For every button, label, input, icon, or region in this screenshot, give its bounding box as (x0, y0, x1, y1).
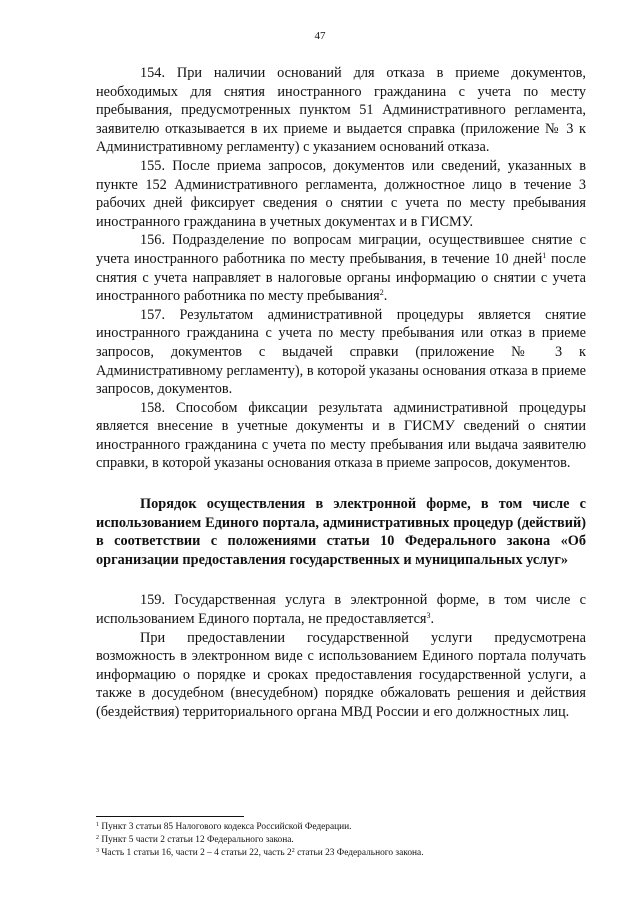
paragraph-157: 157. Результатом административной процедуры является снятие иностранного гражданина с учета по месту пребывания или отказ в приеме запросов, документов с выдачей справки (приложение № 3 к Административному регламенту), в которой указаны основания отказа в приеме запросов, документов. (96, 306, 586, 398)
paragraph-159 (96, 591, 586, 628)
paragraph-156-part3: . (383, 288, 388, 305)
footnote-text-tail: статьи 23 Федерального закона. (294, 848, 424, 858)
footnote-inner-superscript: 2 (291, 848, 295, 854)
footnote-mark: 2 (96, 835, 99, 841)
paragraph-155: 155. После приема запросов, документов или сведений, указанных в пункте 152 Административного регламента, должностное лицо в течение 3 рабочих дней фиксирует сведения о снятии с учета по месту пребывания иностранного гражданина в учетных документах и в ГИСМУ. (96, 157, 586, 230)
paragraph-160: При предоставлении государственной услуги предусмотрена возможность в электронном виде с использованием Единого портала получать информацию о порядке и сроках предоставления государственной услуги, а также в досудебном (внесудебном) порядке обжаловать решения и действия (бездействия) территориального органа МВД России и его должностных лиц. (96, 629, 586, 720)
footnote-3 (96, 847, 586, 860)
document-body (96, 64, 586, 722)
paragraph-156 (96, 231, 586, 305)
paragraph-159-text: 159. Государственная услуга в электронной форме, в том числе с использованием Единого портала, не предоставляется (96, 592, 586, 628)
paragraph-156-part1: 156. Подразделение по вопросам миграции, осуществившее снятие с учета иностранного работника по месту пребывания, в течение 10 дней (96, 232, 586, 267)
footnotes (96, 821, 586, 860)
footnote-mark: 1 (96, 822, 99, 828)
footnote-2 (96, 834, 586, 847)
footnote-mark: 3 (96, 848, 99, 854)
footnote-divider (96, 816, 244, 817)
footnote-text: Часть 1 статьи 16, части 2 – 4 статьи 22, часть 2 (99, 848, 292, 858)
footnote-1 (96, 821, 586, 834)
footnote-ref-2[interactable]: 2 (379, 288, 384, 298)
paragraph-159-tail: . (430, 611, 435, 628)
footnote-text: Пункт 5 части 2 статьи 12 Федерального закона. (99, 835, 294, 845)
paragraph-158: 158. Способом фиксации результата административной процедуры является внесение в учетные документы и в ГИСМУ сведений о снятии иностранного гражданина с учета по месту пребывания или выдача заявителю справки, в которой указаны основания отказа в приеме запросов, документов. (96, 399, 586, 472)
footnote-ref-3[interactable]: 3 (426, 611, 431, 621)
section-heading: Порядок осуществления в электронной форме, в том числе с использованием Единого портала, административных процедур (действий) в соответствии с положениями статьи 10 Федерального закона «Об организации предоставления государственных и муниципальных услуг» (96, 496, 586, 568)
paragraph-156-part2: после снятия с учета направляет в налоговые органы информацию о снятии с учета иностранного работника по месту пребывания (96, 250, 586, 305)
paragraph-154: 154. При наличии оснований для отказа в приеме документов, необходимых для снятия иностранного гражданина с учета по месту пребывания, предусмотренных пунктом 51 Административного регламента, заявителю отказывается в их приеме и выдается справка (приложение № 3 к Административному регламенту) с указанием оснований отказа. (96, 65, 586, 156)
footnote-ref-1[interactable]: 1 (542, 250, 547, 260)
page-number: 47 (314, 30, 326, 42)
footnote-text: Пункт 3 статьи 85 Налогового кодекса Российской Федерации. (99, 822, 352, 832)
